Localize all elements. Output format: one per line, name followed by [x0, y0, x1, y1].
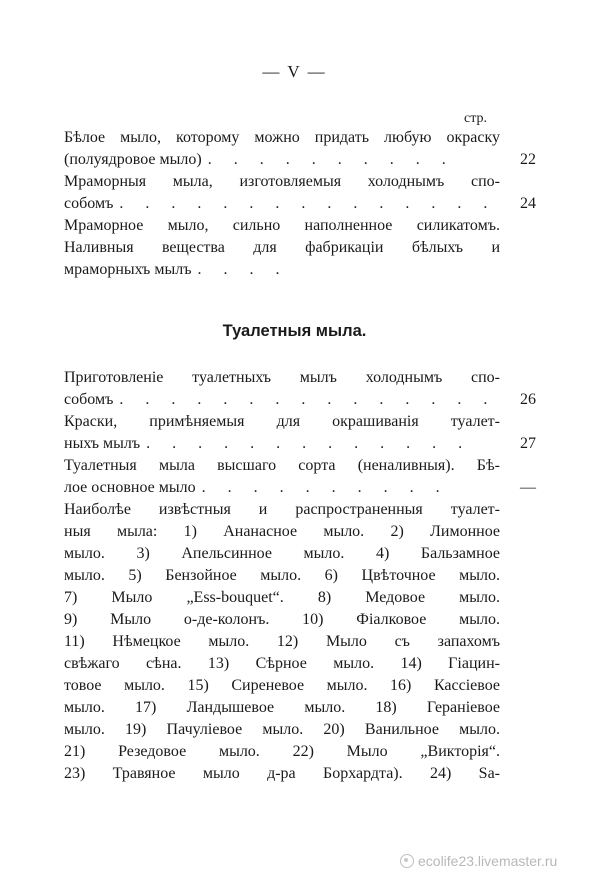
toc-entry-lead-line	[64, 193, 500, 215]
leader-dots: . . . .	[197, 261, 289, 278]
toc-entry-long	[64, 499, 500, 785]
toc-page-number: 27	[520, 435, 536, 452]
toc-entry-line: ныя мыла: 1) Ананасное мыло. 2) Лимонное	[64, 523, 500, 540]
watermark-text: ecolife23.livemaster.ru	[418, 853, 558, 869]
page-header: — V —	[262, 62, 327, 81]
toc-entry-line: Мраморное мыло, сильно наполненное силикатомъ.	[64, 217, 500, 234]
toc-entry-line: Наливныя вещества для фабрикаціи бѣлыхъ и	[64, 239, 500, 256]
toc-entry	[64, 411, 536, 455]
toc-entry-line: мыло. 19) Пачуліевое мыло. 20) Ванильное мыло.	[64, 721, 500, 738]
toc-entry-line: Наиболѣе извѣстныя и распространенныя туалет-	[64, 501, 500, 518]
toc-entry-line: мыло. 17) Ландышевое мыло. 18) Гераніевое	[64, 699, 500, 716]
toc-entry-lead-text: ныхъ мылъ	[64, 435, 141, 452]
toc-entry	[64, 237, 500, 281]
toc-entry-line: 21) Резедовое мыло. 22) Мыло „Викторія“.	[64, 743, 500, 760]
toc-entry	[64, 455, 536, 499]
toc-entry-line: 9) Мыло о-де-колонъ. 10) Фіалковое мыло.	[64, 611, 500, 628]
leader-dots: . . . . . . . . . . . . . . .	[119, 195, 497, 212]
toc-entry-line: свѣжаго сѣна. 13) Сѣрное мыло. 14) Гіацин-	[64, 655, 500, 672]
toc-entry-line: Бѣлое мыло, которому можно придать любую окраску	[64, 129, 500, 146]
watermark	[400, 853, 557, 869]
toc-page-number: —	[520, 479, 536, 496]
toc-entry-line: Туалетныя мыла высшаго сорта (неналивныя). Бѣ-	[64, 457, 500, 474]
toc-entry-line: Краски, примѣняемыя для окрашиванія туалет-	[64, 413, 500, 430]
leader-dots: . . . . . . . . . .	[201, 479, 449, 496]
toc-entry-lead-line	[64, 433, 500, 455]
toc-entry-line: мыло. 3) Апельсинное мыло. 4) Бальзамное	[64, 545, 500, 562]
toc-entry-lead-text: собомъ	[64, 391, 114, 408]
page-column-label: стр.	[464, 111, 488, 126]
toc-entry-lead-text: мраморныхъ мылъ	[64, 261, 192, 278]
toc-entry-line: мыло. 5) Бензойное мыло. 6) Цвѣточное мыло.	[64, 567, 500, 584]
toc-entry-line: 23) Травяное мыло д-ра Борхардта). 24) Sa-	[64, 765, 500, 782]
toc-entry-lead-text: лое основное мыло	[64, 479, 196, 496]
toc-entry	[64, 127, 536, 171]
toc-entry-lead-line	[64, 477, 500, 499]
toc-page-number: 22	[520, 151, 536, 168]
toc-entry-line: 7) Мыло „Ess-bouquet“. 8) Медовое мыло.	[64, 589, 500, 606]
toc-entry-line: товое мыло. 15) Сиреневое мыло. 16) Кассіевое	[64, 677, 500, 694]
leader-dots: . . . . . . . . . .	[207, 151, 455, 168]
toc-group-2	[64, 367, 536, 785]
toc-entry	[64, 215, 500, 237]
section-heading: Туалетныя мыла.	[222, 322, 367, 340]
toc-page-number: 26	[520, 391, 536, 408]
toc-entry-lead-line	[64, 149, 500, 171]
toc-entry-line: Приготовленіе туалетныхъ мылъ холоднымъ спо-	[64, 369, 500, 386]
toc-group-1	[64, 127, 536, 281]
toc-entry-lead-line	[64, 389, 500, 411]
toc-entry-lead-text: (полуядровое мыло)	[64, 151, 202, 168]
toc-entry	[64, 171, 536, 215]
toc-entry	[64, 367, 536, 411]
toc-page-number: 24	[520, 195, 536, 212]
toc-entry-lead-text: собомъ	[64, 195, 114, 212]
leader-dots: . . . . . . . . . . . . . . .	[119, 391, 497, 408]
livemaster-logo-icon	[400, 854, 414, 868]
toc-entry-line: Мраморныя мыла, изготовляемыя холоднымъ спо-	[64, 173, 500, 190]
leader-dots: . . . . . . . . . . . . .	[146, 435, 472, 452]
toc-entry-lead-line	[64, 259, 500, 281]
toc-entry-line: 11) Нѣмецкое мыло. 12) Мыло съ запахомъ	[64, 633, 500, 650]
